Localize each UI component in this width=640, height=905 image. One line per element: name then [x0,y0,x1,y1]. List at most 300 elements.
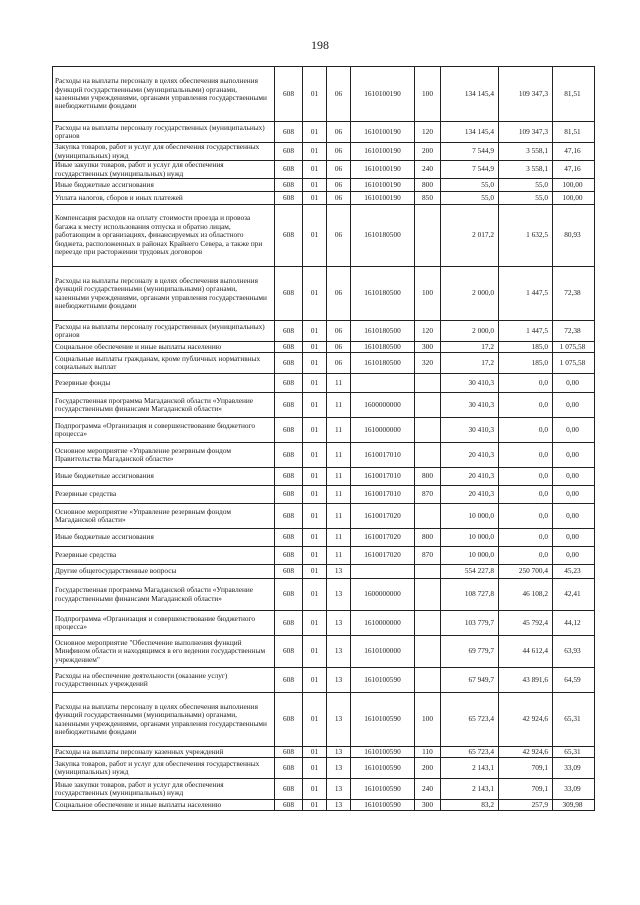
row-ved: 608 [275,179,303,192]
row-executed: 1 447,5 [499,267,553,321]
row-csr: 1610100190 [351,122,415,143]
table-row [53,161,595,179]
row-name: Компенсация расходов на оплату стоимости проезда и провоза багажа к месту использования отпуска и обратно лицам, работающим в организациях, финансируемых из областного бюджета, расположенных в районах Крайнего Севера, а также при переезде при расторжении трудовых договоров [53,205,275,267]
row-percent: 63,93 [553,636,595,668]
row-planned: 30 410,3 [441,393,499,418]
row-planned: 20 410,3 [441,468,499,486]
row-name: Иные бюджетные ассигнования [53,529,275,547]
row-name: Основное мероприятие «Управление резервным фондом Правительства Магаданской области» [53,443,275,468]
row-percent: 33,09 [553,758,595,779]
row-vr: 100 [415,67,441,122]
row-percent: 0,00 [553,443,595,468]
row-name: Другие общегосударственные вопросы [53,565,275,579]
row-percent: 0,00 [553,374,595,393]
row-planned: 55,0 [441,179,499,192]
row-ved: 608 [275,668,303,693]
row-planned: 65 723,4 [441,693,499,747]
row-csr: 1610100190 [351,192,415,205]
row-vr [415,504,441,529]
row-ved: 608 [275,443,303,468]
row-percent: 1 075,58 [553,353,595,374]
row-pr: 11 [327,418,351,443]
table-row [53,800,595,811]
row-name: Социальное обеспечение и иные выплаты населению [53,342,275,353]
row-percent: 100,00 [553,179,595,192]
row-csr: 1610100190 [351,67,415,122]
row-vr: 300 [415,342,441,353]
table-row [53,758,595,779]
row-rz: 01 [303,504,327,529]
row-csr: 1610180500 [351,321,415,342]
row-ved: 608 [275,205,303,267]
row-percent: 44,12 [553,611,595,636]
row-name: Резервные фонды [53,374,275,393]
row-vr [415,443,441,468]
table-row [53,393,595,418]
row-percent: 0,00 [553,393,595,418]
row-vr: 100 [415,693,441,747]
row-planned: 65 723,4 [441,747,499,758]
row-vr: 870 [415,486,441,504]
row-pr: 11 [327,443,351,468]
row-rz: 01 [303,668,327,693]
row-vr: 240 [415,779,441,800]
row-pr: 06 [327,192,351,205]
row-rz: 01 [303,205,327,267]
row-ved: 608 [275,192,303,205]
row-rz: 01 [303,611,327,636]
row-vr: 110 [415,747,441,758]
row-vr: 800 [415,529,441,547]
row-pr: 11 [327,468,351,486]
row-pr: 06 [327,267,351,321]
row-csr: 1610017010 [351,443,415,468]
row-name: Государственная программа Магаданской области «Управление государственными финансами Магаданской области» [53,579,275,611]
row-executed: 0,0 [499,393,553,418]
row-planned: 7 544,9 [441,161,499,179]
row-executed: 109 347,3 [499,122,553,143]
row-planned: 108 727,8 [441,579,499,611]
row-pr: 13 [327,668,351,693]
row-pr: 06 [327,342,351,353]
row-pr: 06 [327,122,351,143]
row-name: Иные бюджетные ассигнования [53,468,275,486]
row-name: Расходы на выплаты персоналу государственных (муниципальных) органов [53,122,275,143]
row-rz: 01 [303,179,327,192]
table-row [53,636,595,668]
table-row [53,342,595,353]
table-row [53,179,595,192]
row-percent: 65,31 [553,693,595,747]
table-row [53,486,595,504]
row-rz: 01 [303,486,327,504]
row-pr: 06 [327,321,351,342]
row-rz: 01 [303,192,327,205]
row-pr: 06 [327,143,351,161]
row-pr: 11 [327,486,351,504]
row-planned: 2 143,1 [441,779,499,800]
row-planned: 20 410,3 [441,443,499,468]
row-pr: 06 [327,179,351,192]
row-executed: 42 924,6 [499,747,553,758]
row-executed: 3 558,1 [499,143,553,161]
row-executed: 3 558,1 [499,161,553,179]
row-percent: 80,93 [553,205,595,267]
row-vr: 300 [415,800,441,811]
row-name: Расходы на выплаты персоналу в целях обеспечения выполнения функций государственными (муниципальными) органами, казенными учреждениями, органами управления государственными внебюджетными фондами [53,267,275,321]
row-rz: 01 [303,161,327,179]
row-ved: 608 [275,393,303,418]
row-pr: 13 [327,747,351,758]
row-csr: 1610000000 [351,611,415,636]
row-name: Закупка товаров, работ и услуг для обеспечения государственных (муниципальных) нужд [53,143,275,161]
row-pr: 11 [327,504,351,529]
row-vr [415,205,441,267]
row-rz: 01 [303,547,327,565]
row-ved: 608 [275,468,303,486]
row-ved: 608 [275,267,303,321]
row-pr: 11 [327,393,351,418]
row-csr: 1610100590 [351,758,415,779]
row-vr: 120 [415,321,441,342]
row-name: Иные закупки товаров, работ и услуг для обеспечения государственных (муниципальных) нужд [53,161,275,179]
row-percent: 42,41 [553,579,595,611]
row-vr [415,579,441,611]
row-executed: 43 891,6 [499,668,553,693]
row-pr: 11 [327,374,351,393]
row-vr [415,636,441,668]
row-percent: 100,00 [553,192,595,205]
row-vr: 200 [415,143,441,161]
row-executed: 0,0 [499,547,553,565]
row-pr: 11 [327,529,351,547]
row-planned: 83,2 [441,800,499,811]
row-planned: 55,0 [441,192,499,205]
row-name: Расходы на выплаты персоналу в целях обеспечения выполнения функций государственными (муниципальными) органами, казенными учреждениями, органами управления государственными внебюджетными фондами [53,693,275,747]
row-csr: 1610017020 [351,529,415,547]
row-executed: 709,1 [499,779,553,800]
row-planned: 103 779,7 [441,611,499,636]
row-planned: 10 000,0 [441,547,499,565]
row-name: Государственная программа Магаданской области «Управление государственными финансами Магаданской области» [53,393,275,418]
row-vr [415,418,441,443]
row-name: Иные закупки товаров, работ и услуг для обеспечения государственных (муниципальных) нужд [53,779,275,800]
row-name: Расходы на выплаты персоналу казенных учреждений [53,747,275,758]
table-row [53,547,595,565]
row-ved: 608 [275,758,303,779]
row-pr: 11 [327,547,351,565]
row-name: Расходы на выплаты персоналу государственных (муниципальных) органов [53,321,275,342]
row-percent: 0,00 [553,504,595,529]
row-ved: 608 [275,547,303,565]
row-rz: 01 [303,800,327,811]
row-executed: 55,0 [499,192,553,205]
row-rz: 01 [303,342,327,353]
row-ved: 608 [275,161,303,179]
row-ved: 608 [275,800,303,811]
row-percent: 0,00 [553,468,595,486]
budget-table [52,66,595,811]
row-ved: 608 [275,579,303,611]
row-percent: 1 075,58 [553,342,595,353]
row-name: Резервные средства [53,486,275,504]
row-percent: 47,16 [553,161,595,179]
row-executed: 257,9 [499,800,553,811]
row-csr: 1610100590 [351,693,415,747]
table-row [53,443,595,468]
table-row [53,747,595,758]
row-csr: 1610100190 [351,143,415,161]
row-name: Резервные средства [53,547,275,565]
row-name: Социальные выплаты гражданам, кроме публичных нормативных социальных выплат [53,353,275,374]
table-row [53,779,595,800]
row-percent: 0,00 [553,418,595,443]
row-csr: 1610100000 [351,636,415,668]
row-csr: 1610017010 [351,468,415,486]
table-row [53,192,595,205]
row-percent: 72,38 [553,267,595,321]
row-ved: 608 [275,143,303,161]
row-ved: 608 [275,353,303,374]
row-planned: 134 145,4 [441,67,499,122]
row-planned: 69 779,7 [441,636,499,668]
row-ved: 608 [275,122,303,143]
row-pr: 06 [327,353,351,374]
row-executed: 45 792,4 [499,611,553,636]
row-executed: 1 447,5 [499,321,553,342]
row-csr [351,374,415,393]
row-ved: 608 [275,321,303,342]
row-name: Уплата налогов, сборов и иных платежей [53,192,275,205]
row-planned: 2 000,0 [441,321,499,342]
table-row [53,205,595,267]
row-csr: 1610017020 [351,504,415,529]
row-pr: 13 [327,758,351,779]
row-rz: 01 [303,267,327,321]
row-percent: 72,38 [553,321,595,342]
row-rz: 01 [303,529,327,547]
page-number: 198 [311,38,329,52]
row-executed: 55,0 [499,179,553,192]
row-vr [415,611,441,636]
row-name: Иные бюджетные ассигнования [53,179,275,192]
row-csr: 1610180500 [351,267,415,321]
row-ved: 608 [275,342,303,353]
row-csr: 1600000000 [351,579,415,611]
row-percent: 81,51 [553,67,595,122]
row-planned: 67 949,7 [441,668,499,693]
row-pr: 13 [327,693,351,747]
row-percent: 33,09 [553,779,595,800]
row-percent: 0,00 [553,547,595,565]
row-csr [351,565,415,579]
row-csr: 1610180500 [351,342,415,353]
row-percent: 309,98 [553,800,595,811]
row-executed: 0,0 [499,486,553,504]
row-planned: 7 544,9 [441,143,499,161]
row-vr: 200 [415,758,441,779]
row-csr: 1610100590 [351,747,415,758]
row-percent: 81,51 [553,122,595,143]
row-rz: 01 [303,747,327,758]
row-csr: 1600000000 [351,393,415,418]
row-executed: 185,0 [499,342,553,353]
row-ved: 608 [275,418,303,443]
row-percent: 0,00 [553,486,595,504]
row-rz: 01 [303,143,327,161]
row-csr: 1610100190 [351,161,415,179]
row-csr: 1610017020 [351,547,415,565]
row-rz: 01 [303,393,327,418]
row-ved: 608 [275,565,303,579]
row-planned: 134 145,4 [441,122,499,143]
row-pr: 06 [327,161,351,179]
row-executed: 709,1 [499,758,553,779]
row-csr: 1610000000 [351,418,415,443]
row-csr: 1610180500 [351,205,415,267]
row-percent: 45,23 [553,565,595,579]
row-csr: 1610100590 [351,668,415,693]
row-rz: 01 [303,374,327,393]
row-executed: 1 632,5 [499,205,553,267]
row-name: Основное мероприятие "Обеспечение выполнения функций Минфином области и находящимся в его ведении государственным учреждением" [53,636,275,668]
row-rz: 01 [303,321,327,342]
row-rz: 01 [303,353,327,374]
row-planned: 10 000,0 [441,529,499,547]
row-ved: 608 [275,374,303,393]
row-executed: 44 612,4 [499,636,553,668]
row-vr [415,374,441,393]
row-executed: 0,0 [499,443,553,468]
table-row [53,418,595,443]
row-pr: 06 [327,67,351,122]
row-executed: 0,0 [499,418,553,443]
row-name: Социальное обеспечение и иные выплаты населению [53,800,275,811]
row-name: Основное мероприятие «Управление резервным фондом Магаданской области» [53,504,275,529]
table-row [53,693,595,747]
row-csr: 1610100190 [351,179,415,192]
row-vr: 850 [415,192,441,205]
row-planned: 20 410,3 [441,486,499,504]
row-ved: 608 [275,486,303,504]
row-rz: 01 [303,579,327,611]
row-rz: 01 [303,122,327,143]
row-csr: 1610180500 [351,353,415,374]
row-planned: 2 017,2 [441,205,499,267]
row-executed: 46 108,2 [499,579,553,611]
table-row [53,468,595,486]
row-vr [415,565,441,579]
table-row [53,504,595,529]
row-pr: 13 [327,800,351,811]
row-name: Подпрограмма «Организация и совершенствование бюджетного процесса» [53,611,275,636]
table-row [53,267,595,321]
row-ved: 608 [275,529,303,547]
table-row [53,67,595,122]
row-vr: 120 [415,122,441,143]
row-executed: 185,0 [499,353,553,374]
row-executed: 250 700,4 [499,565,553,579]
row-executed: 0,0 [499,504,553,529]
row-pr: 13 [327,779,351,800]
table-row [53,529,595,547]
row-planned: 17,2 [441,342,499,353]
row-planned: 2 143,1 [441,758,499,779]
row-executed: 109 347,3 [499,67,553,122]
table-row [53,143,595,161]
table-row [53,579,595,611]
row-planned: 17,2 [441,353,499,374]
row-pr: 13 [327,611,351,636]
table-row [53,565,595,579]
row-rz: 01 [303,636,327,668]
table-row [53,122,595,143]
row-pr: 13 [327,579,351,611]
table-row [53,353,595,374]
row-planned: 10 000,0 [441,504,499,529]
row-name: Расходы на выплаты персоналу в целях обеспечения выполнения функций государственными (муниципальными) органами, казенными учреждениями, органами управления государственными внебюджетными фондами [53,67,275,122]
row-ved: 608 [275,779,303,800]
row-ved: 608 [275,747,303,758]
row-name: Подпрограмма «Организация и совершенствование бюджетного процесса» [53,418,275,443]
row-planned: 30 410,3 [441,418,499,443]
row-rz: 01 [303,693,327,747]
table-row [53,668,595,693]
row-vr: 800 [415,468,441,486]
row-rz: 01 [303,758,327,779]
row-name: Расходы на обеспечение деятельности (оказание услуг) государственных учреждений [53,668,275,693]
row-rz: 01 [303,468,327,486]
row-rz: 01 [303,443,327,468]
row-vr: 870 [415,547,441,565]
row-csr: 1610100590 [351,779,415,800]
row-planned: 554 227,8 [441,565,499,579]
row-ved: 608 [275,636,303,668]
row-rz: 01 [303,565,327,579]
row-vr [415,668,441,693]
row-vr: 800 [415,179,441,192]
row-rz: 01 [303,67,327,122]
row-ved: 608 [275,611,303,636]
row-csr: 1610100590 [351,800,415,811]
row-vr: 100 [415,267,441,321]
row-executed: 0,0 [499,468,553,486]
row-vr: 320 [415,353,441,374]
row-vr [415,393,441,418]
row-executed: 0,0 [499,529,553,547]
row-ved: 608 [275,67,303,122]
row-executed: 0,0 [499,374,553,393]
row-csr: 1610017010 [351,486,415,504]
row-percent: 64,59 [553,668,595,693]
table-row [53,321,595,342]
row-pr: 06 [327,205,351,267]
row-percent: 47,16 [553,143,595,161]
table-row [53,611,595,636]
row-ved: 608 [275,504,303,529]
row-pr: 13 [327,636,351,668]
table-row [53,374,595,393]
row-planned: 30 410,3 [441,374,499,393]
row-percent: 65,31 [553,747,595,758]
row-percent: 0,00 [553,529,595,547]
row-executed: 42 924,6 [499,693,553,747]
row-pr: 13 [327,565,351,579]
row-vr: 240 [415,161,441,179]
row-rz: 01 [303,779,327,800]
row-rz: 01 [303,418,327,443]
row-name: Закупка товаров, работ и услуг для обеспечения государственных (муниципальных) нужд [53,758,275,779]
